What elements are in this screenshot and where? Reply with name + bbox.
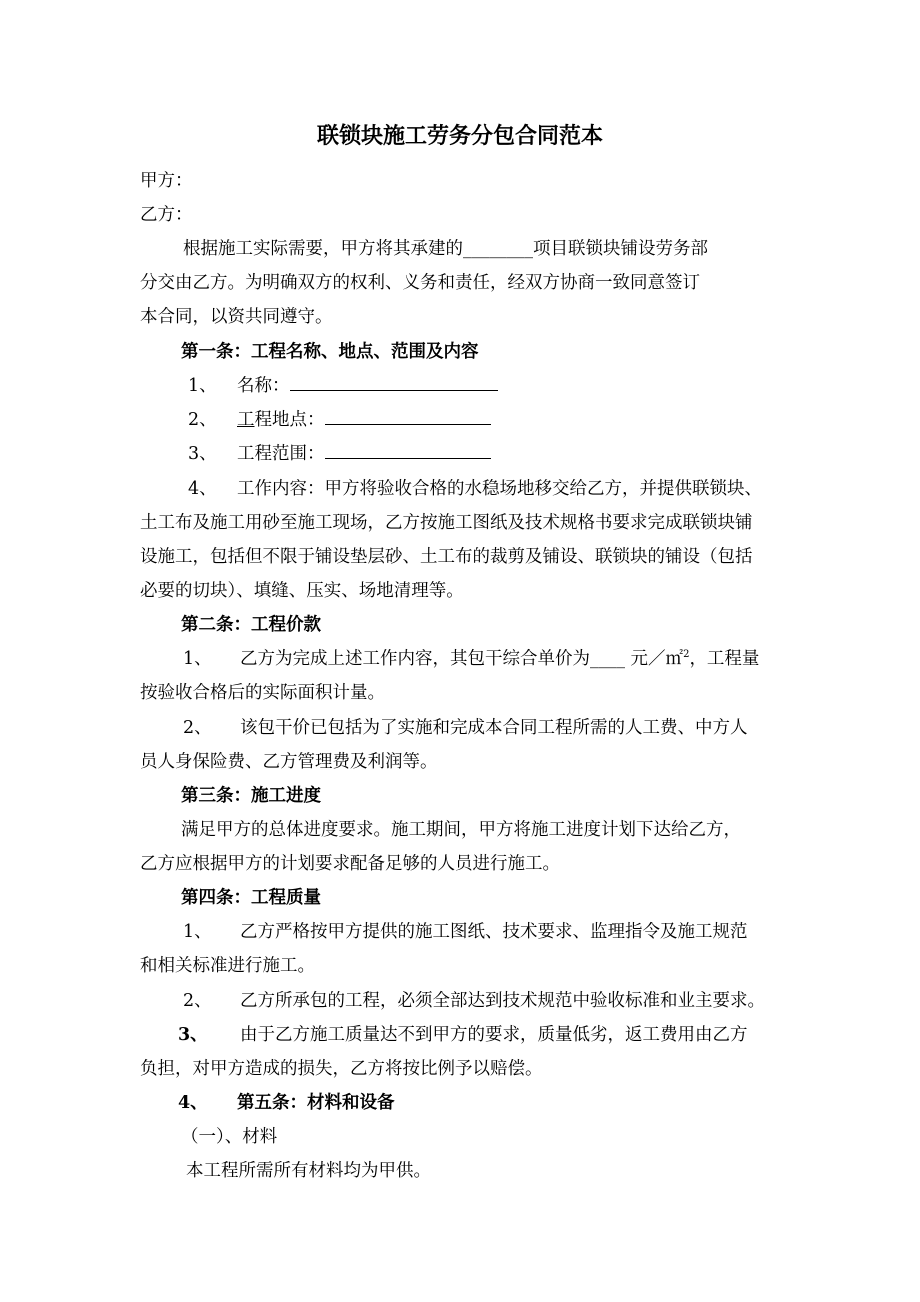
art2-item-1-number: 1、 [183,649,212,669]
square-superscript: 2 [683,649,690,661]
art1-item-4-number: 4、 [188,479,217,499]
work-content-line-4: 必要的切块）、填缝、压实、场地清理等。 [140,581,464,601]
work-content-line-3: 设施工，包括但不限于铺设垫层砂、土工布的裁剪及铺设、联锁块的铺设（包括 [140,547,753,567]
article-4-heading: 第四条：工程质量 [181,888,321,908]
art4-quality-line-2: 和相关标准进行施工。 [140,956,315,976]
art3-line-2: 乙方应根据甲方的计划要求配备足够的人员进行施工。 [140,854,560,874]
materials-text: 本工程所需所有材料均为甲供。 [186,1161,431,1181]
location-label: 程地点： [254,410,325,430]
art4-compensation-line-2: 负担，对甲方造成的损失，乙方将按比例予以赔偿。 [140,1059,543,1079]
art4-item-3-number: 3、 [178,1025,208,1045]
art1-location-row [237,408,491,432]
art2-price-line-2: 按验收合格后的实际面积计量。 [140,683,385,703]
document-title: 联锁块施工劳务分包合同范本 [316,123,603,149]
scope-blank [325,442,491,459]
art5-item-4-number: 4、 [178,1093,208,1113]
article-5-heading: 第五条：材料和设备 [237,1093,395,1113]
art3-line-1: 满足甲方的总体进度要求。施工期间，甲方将施工进度计划下达给乙方， [181,820,741,840]
price-text-end: ，工程量 [689,649,760,669]
art1-item-1-number: 1、 [188,376,217,396]
art2-inclusion-line-2: 员人身保险费、乙方管理费及利润等。 [140,752,438,772]
art4-compensation-line-1: 由于乙方施工质量达不到甲方的要求，质量低劣，返工费用由乙方 [240,1025,748,1045]
art4-item-1-number: 1、 [183,922,212,942]
article-3-heading: 第三条：施工进度 [181,786,321,806]
art2-item-2-number: 2、 [183,718,212,738]
price-text: 乙方为完成上述工作内容，其包干综合单价为____ 元／㎡ [240,649,684,669]
art1-item-2-number: 2、 [188,410,217,430]
name-label: 名称： [237,376,290,396]
art1-item-3-number: 3、 [188,444,217,464]
art4-standard-line: 乙方所承包的工程，必须全部达到技术规范中验收标准和业主要求。 [240,991,765,1011]
art4-item-2-number: 2、 [183,991,212,1011]
name-blank [290,374,498,391]
art1-scope-row [237,442,491,466]
party-b-label: 乙方： [140,205,193,225]
scope-label: 工程范围： [237,444,325,464]
materials-subheading: （一）、材料 [181,1127,278,1147]
location-label-underlined: 工 [237,410,255,430]
art1-name-row [237,374,498,398]
party-a-label: 甲方： [140,171,193,191]
intro-line-2: 分交由乙方。为明确双方的权利、义务和责任，经双方协商一致同意签订 [140,273,700,293]
art4-quality-line-1: 乙方严格按甲方提供的施工图纸、技术要求、监理指令及施工规范 [240,922,748,942]
article-1-heading: 第一条：工程名称、地点、范围及内容 [181,342,479,362]
art2-inclusion-line-1: 该包干价已包括为了实施和完成本合同工程所需的人工费、中方人 [240,718,748,738]
intro-line-1: 根据施工实际需要，甲方将其承建的________项目联锁块铺设劳务部 [183,239,708,259]
article-2-heading: 第二条：工程价款 [181,615,321,635]
work-content-line-2: 土工布及施工用砂至施工现场，乙方按施工图纸及技术规格书要求完成联锁块铺 [140,513,753,533]
intro-line-3: 本合同，以资共同遵守。 [140,307,333,327]
location-blank [325,408,491,425]
art2-price-line-1 [240,647,759,671]
work-content-line-1: 工作内容：甲方将验收合格的水稳场地移交给乙方，并提供联锁块、 [237,479,762,499]
